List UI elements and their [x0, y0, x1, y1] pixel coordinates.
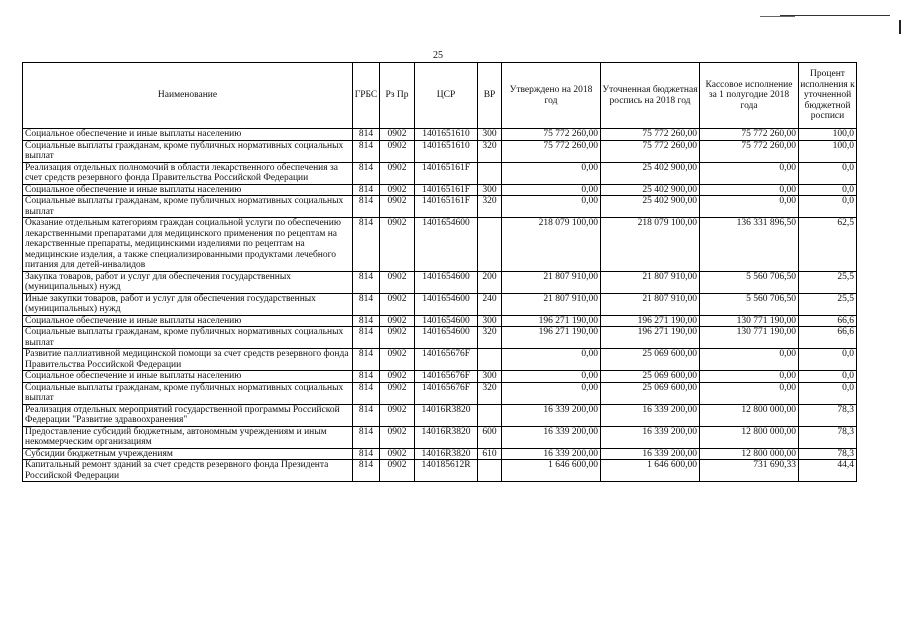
- row-approved: 196 271 190,00: [502, 327, 601, 349]
- row-cash: 12 800 000,00: [700, 404, 799, 426]
- row-rzpr: 0902: [380, 426, 415, 448]
- row-refined: 25 402 900,00: [601, 184, 700, 196]
- row-csr: 1401654600: [415, 293, 478, 315]
- row-cash: 75 772 260,00: [700, 129, 799, 141]
- row-csr: 1401654600: [415, 315, 478, 327]
- row-csr: 140185612R: [415, 460, 478, 482]
- row-cash: 12 800 000,00: [700, 426, 799, 448]
- row-approved: 0,00: [502, 184, 601, 196]
- table-row: [23, 382, 857, 404]
- row-csr: 14016R3820: [415, 448, 478, 460]
- row-percent: 66,6: [799, 315, 857, 327]
- row-refined: 16 339 200,00: [601, 404, 700, 426]
- budget-table: [22, 62, 857, 482]
- row-cash: 0,00: [700, 371, 799, 383]
- row-refined: 21 807 910,00: [601, 271, 700, 293]
- row-refined: 75 772 260,00: [601, 129, 700, 141]
- page-number: 25: [433, 50, 443, 61]
- row-csr: 14016R3820: [415, 426, 478, 448]
- row-grbs: 814: [353, 140, 380, 162]
- row-approved: 75 772 260,00: [502, 140, 601, 162]
- row-percent: 78,3: [799, 448, 857, 460]
- row-cash: 0,00: [700, 184, 799, 196]
- table-row: [23, 448, 857, 460]
- row-grbs: 814: [353, 218, 380, 272]
- row-refined: 196 271 190,00: [601, 315, 700, 327]
- row-rzpr: 0902: [380, 327, 415, 349]
- row-vr: 320: [478, 140, 502, 162]
- row-refined: 16 339 200,00: [601, 448, 700, 460]
- row-approved: 0,00: [502, 371, 601, 383]
- row-percent: 25,5: [799, 293, 857, 315]
- table-row: [23, 327, 857, 349]
- table-row: [23, 271, 857, 293]
- row-vr: [478, 404, 502, 426]
- row-vr: [478, 349, 502, 371]
- table-row: [23, 371, 857, 383]
- row-csr: 1401654600: [415, 327, 478, 349]
- row-cash: 5 560 706,50: [700, 293, 799, 315]
- row-percent: 100,0: [799, 129, 857, 141]
- row-vr: 200: [478, 271, 502, 293]
- row-rzpr: 0902: [380, 460, 415, 482]
- row-rzpr: 0902: [380, 271, 415, 293]
- row-grbs: 814: [353, 382, 380, 404]
- row-name: Предоставление субсидий бюджетным, автономным учреждениям и иным некоммерческим организациям: [23, 426, 353, 448]
- row-name: Социальные выплаты гражданам, кроме публичных нормативных социальных выплат: [23, 140, 353, 162]
- row-approved: 16 339 200,00: [502, 448, 601, 460]
- row-name: Закупка товаров, работ и услуг для обеспечения государственных (муниципальных) нужд: [23, 271, 353, 293]
- row-grbs: 814: [353, 293, 380, 315]
- row-percent: 25,5: [799, 271, 857, 293]
- table-row: [23, 196, 857, 218]
- row-cash: 5 560 706,50: [700, 271, 799, 293]
- row-grbs: 814: [353, 184, 380, 196]
- row-vr: 600: [478, 426, 502, 448]
- row-cash: 0,00: [700, 349, 799, 371]
- row-vr: 610: [478, 448, 502, 460]
- row-refined: 218 079 100,00: [601, 218, 700, 272]
- table-row: [23, 162, 857, 184]
- table-row: [23, 129, 857, 141]
- row-grbs: 814: [353, 460, 380, 482]
- row-name: Социальные выплаты гражданам, кроме публичных нормативных социальных выплат: [23, 196, 353, 218]
- table-row: [23, 315, 857, 327]
- row-cash: 0,00: [700, 162, 799, 184]
- table-row: [23, 293, 857, 315]
- row-rzpr: 0902: [380, 315, 415, 327]
- row-csr: 14016R3820: [415, 404, 478, 426]
- row-percent: 78,3: [799, 404, 857, 426]
- row-vr: [478, 162, 502, 184]
- row-vr: 240: [478, 293, 502, 315]
- row-grbs: 814: [353, 404, 380, 426]
- row-vr: 300: [478, 371, 502, 383]
- row-percent: 78,3: [799, 426, 857, 448]
- row-refined: 16 339 200,00: [601, 426, 700, 448]
- scan-mark-line: [780, 15, 890, 16]
- row-approved: 75 772 260,00: [502, 129, 601, 141]
- row-csr: 1401651610: [415, 140, 478, 162]
- row-approved: 0,00: [502, 196, 601, 218]
- row-csr: 140165676F: [415, 382, 478, 404]
- row-refined: 196 271 190,00: [601, 327, 700, 349]
- row-name: Социальное обеспечение и иные выплаты населению: [23, 371, 353, 383]
- row-csr: 140165676F: [415, 349, 478, 371]
- row-name: Капитальный ремонт зданий за счет средств резервного фонда Президента Российской Федерации: [23, 460, 353, 482]
- row-grbs: 814: [353, 129, 380, 141]
- row-cash: 0,00: [700, 196, 799, 218]
- header-grbs: ГРБС: [353, 63, 380, 129]
- row-approved: 1 646 600,00: [502, 460, 601, 482]
- scan-mark-corner: [899, 20, 901, 34]
- header-percent: Процент исполнения к уточненной бюджетной росписи: [799, 63, 857, 129]
- row-vr: [478, 460, 502, 482]
- row-grbs: 814: [353, 371, 380, 383]
- row-csr: 140165161F: [415, 162, 478, 184]
- row-cash: 12 800 000,00: [700, 448, 799, 460]
- row-refined: 25 069 600,00: [601, 382, 700, 404]
- row-percent: 44,4: [799, 460, 857, 482]
- row-approved: 16 339 200,00: [502, 404, 601, 426]
- row-approved: 21 807 910,00: [502, 293, 601, 315]
- row-rzpr: 0902: [380, 196, 415, 218]
- row-vr: 300: [478, 184, 502, 196]
- scan-mark-line: [760, 16, 795, 17]
- row-grbs: 814: [353, 315, 380, 327]
- row-approved: 21 807 910,00: [502, 271, 601, 293]
- row-csr: 1401651610: [415, 129, 478, 141]
- row-percent: 0,0: [799, 162, 857, 184]
- row-percent: 0,0: [799, 371, 857, 383]
- table-row: [23, 404, 857, 426]
- row-grbs: 814: [353, 327, 380, 349]
- row-rzpr: 0902: [380, 129, 415, 141]
- row-rzpr: 0902: [380, 184, 415, 196]
- row-cash: 130 771 190,00: [700, 315, 799, 327]
- row-name: Иные закупки товаров, работ и услуг для обеспечения государственных (муниципальных) нужд: [23, 293, 353, 315]
- row-vr: 300: [478, 315, 502, 327]
- row-rzpr: 0902: [380, 218, 415, 272]
- row-csr: 140165161F: [415, 196, 478, 218]
- row-refined: 25 402 900,00: [601, 196, 700, 218]
- row-percent: 0,0: [799, 382, 857, 404]
- row-refined: 25 402 900,00: [601, 162, 700, 184]
- row-percent: 66,6: [799, 327, 857, 349]
- table-row: [23, 218, 857, 272]
- row-refined: 75 772 260,00: [601, 140, 700, 162]
- table-row: [23, 184, 857, 196]
- row-name: Социальное обеспечение и иные выплаты населению: [23, 315, 353, 327]
- row-refined: 25 069 600,00: [601, 349, 700, 371]
- row-name: Реализация отдельных полномочий в области лекарственного обеспечения за счет средств резервного фонда Правительства Российской Федерации: [23, 162, 353, 184]
- row-name: Реализация отдельных мероприятий государственной программы Российской Федерации "Развитие здравоохранения": [23, 404, 353, 426]
- row-grbs: 814: [353, 196, 380, 218]
- row-name: Социальное обеспечение и иные выплаты населению: [23, 129, 353, 141]
- row-vr: 320: [478, 327, 502, 349]
- row-grbs: 814: [353, 426, 380, 448]
- header-approved: Утверждено на 2018 год: [502, 63, 601, 129]
- row-cash: 130 771 190,00: [700, 327, 799, 349]
- row-rzpr: 0902: [380, 448, 415, 460]
- row-refined: 25 069 600,00: [601, 371, 700, 383]
- row-grbs: 814: [353, 349, 380, 371]
- row-refined: 1 646 600,00: [601, 460, 700, 482]
- table-row: [23, 140, 857, 162]
- header-name: Наименование: [23, 63, 353, 129]
- table-body: [23, 129, 857, 482]
- row-csr: 140165161F: [415, 184, 478, 196]
- header-cash: Кассовое исполнение за 1 полугодие 2018 года: [700, 63, 799, 129]
- row-name: Социальные выплаты гражданам, кроме публичных нормативных социальных выплат: [23, 382, 353, 404]
- row-rzpr: 0902: [380, 382, 415, 404]
- row-cash: 75 772 260,00: [700, 140, 799, 162]
- row-percent: 0,0: [799, 184, 857, 196]
- row-rzpr: 0902: [380, 349, 415, 371]
- row-name: Социальное обеспечение и иные выплаты населению: [23, 184, 353, 196]
- row-grbs: 814: [353, 448, 380, 460]
- row-grbs: 814: [353, 271, 380, 293]
- row-vr: 320: [478, 382, 502, 404]
- row-vr: [478, 218, 502, 272]
- row-cash: 136 331 896,50: [700, 218, 799, 272]
- row-cash: 731 690,33: [700, 460, 799, 482]
- row-rzpr: 0902: [380, 162, 415, 184]
- row-approved: 218 079 100,00: [502, 218, 601, 272]
- row-rzpr: 0902: [380, 293, 415, 315]
- row-name: Субсидии бюджетным учреждениям: [23, 448, 353, 460]
- row-vr: 300: [478, 129, 502, 141]
- row-percent: 0,0: [799, 349, 857, 371]
- row-name: Развитие паллиативной медицинской помощи за счет средств резервного фонда Правительства Российской Федерации: [23, 349, 353, 371]
- row-csr: 1401654600: [415, 218, 478, 272]
- header-vr: ВР: [478, 63, 502, 129]
- row-refined: 21 807 910,00: [601, 293, 700, 315]
- row-approved: 16 339 200,00: [502, 426, 601, 448]
- header-rzpr: Рз Пр: [380, 63, 415, 129]
- row-approved: 0,00: [502, 162, 601, 184]
- table-row: [23, 426, 857, 448]
- row-name: Оказание отдельным категориям граждан социальной услуги по обеспечению лекарственными препаратами для медицинского применения по рецептам на лекарственные препараты, медицинскими изделиями по рецептам на медицинские изделия, а также специализированными продуктами лечебного питания для детей-инвалидов: [23, 218, 353, 272]
- header-csr: ЦСР: [415, 63, 478, 129]
- row-rzpr: 0902: [380, 140, 415, 162]
- table-row: [23, 460, 857, 482]
- row-name: Социальные выплаты гражданам, кроме публичных нормативных социальных выплат: [23, 327, 353, 349]
- table-row: [23, 349, 857, 371]
- row-percent: 100,0: [799, 140, 857, 162]
- row-csr: 140165676F: [415, 371, 478, 383]
- row-csr: 1401654600: [415, 271, 478, 293]
- row-percent: 62,5: [799, 218, 857, 272]
- row-cash: 0,00: [700, 382, 799, 404]
- row-approved: 196 271 190,00: [502, 315, 601, 327]
- row-rzpr: 0902: [380, 371, 415, 383]
- row-percent: 0,0: [799, 196, 857, 218]
- row-approved: 0,00: [502, 349, 601, 371]
- row-rzpr: 0902: [380, 404, 415, 426]
- row-vr: 320: [478, 196, 502, 218]
- row-grbs: 814: [353, 162, 380, 184]
- header-refined: Уточненная бюджетная роспись на 2018 год: [601, 63, 700, 129]
- table-header-row: [23, 63, 857, 129]
- row-approved: 0,00: [502, 382, 601, 404]
